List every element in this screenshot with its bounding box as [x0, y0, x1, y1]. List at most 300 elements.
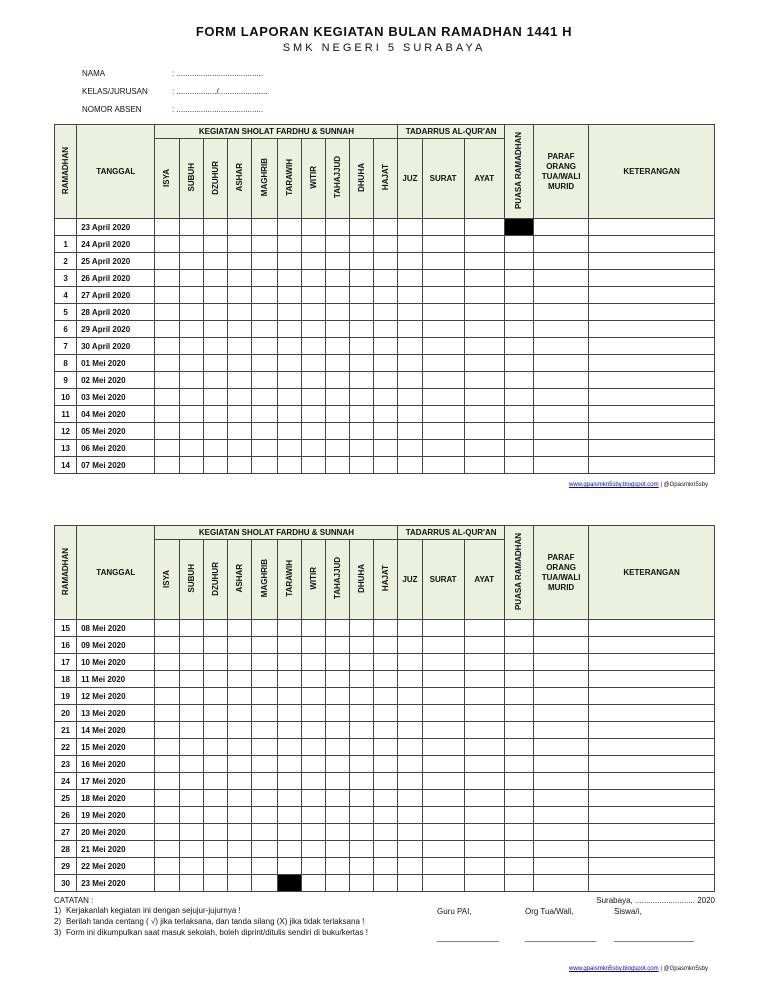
check-cell[interactable] [326, 423, 350, 440]
check-cell[interactable] [155, 671, 179, 688]
check-cell[interactable] [155, 457, 179, 474]
check-cell[interactable] [398, 321, 422, 338]
check-cell[interactable] [302, 790, 326, 807]
check-cell[interactable] [326, 287, 350, 304]
check-cell[interactable] [251, 389, 277, 406]
check-cell[interactable] [422, 824, 464, 841]
check-cell[interactable] [422, 287, 464, 304]
check-cell[interactable] [398, 671, 422, 688]
check-cell[interactable] [326, 321, 350, 338]
check-cell[interactable] [350, 756, 374, 773]
check-cell[interactable] [464, 654, 504, 671]
check-cell[interactable] [374, 790, 398, 807]
check-cell[interactable] [179, 287, 203, 304]
check-cell[interactable] [277, 807, 301, 824]
check-cell[interactable] [504, 671, 533, 688]
check-cell[interactable] [326, 841, 350, 858]
check-cell[interactable] [179, 253, 203, 270]
check-cell[interactable] [504, 858, 533, 875]
check-cell[interactable] [422, 389, 464, 406]
check-cell[interactable] [589, 440, 715, 457]
blog-link[interactable]: www.gpaismkn5sby.blogspot.com [569, 966, 659, 972]
check-cell[interactable] [179, 236, 203, 253]
check-cell[interactable] [179, 304, 203, 321]
check-cell[interactable] [227, 270, 251, 287]
check-cell[interactable] [533, 790, 588, 807]
check-cell[interactable] [422, 270, 464, 287]
check-cell[interactable] [326, 705, 350, 722]
check-cell[interactable] [350, 355, 374, 372]
check-cell[interactable] [374, 304, 398, 321]
check-cell[interactable] [374, 270, 398, 287]
check-cell[interactable] [251, 253, 277, 270]
check-cell[interactable] [374, 372, 398, 389]
check-cell[interactable] [179, 355, 203, 372]
check-cell[interactable] [203, 389, 227, 406]
check-cell[interactable] [374, 236, 398, 253]
check-cell[interactable] [179, 688, 203, 705]
check-cell[interactable] [464, 671, 504, 688]
check-cell[interactable] [179, 841, 203, 858]
check-cell[interactable] [155, 654, 179, 671]
check-cell[interactable] [533, 287, 588, 304]
check-cell[interactable] [422, 372, 464, 389]
check-cell[interactable] [504, 372, 533, 389]
check-cell[interactable] [326, 722, 350, 739]
check-cell[interactable] [277, 304, 301, 321]
check-cell[interactable] [350, 824, 374, 841]
check-cell[interactable] [277, 824, 301, 841]
check-cell[interactable] [227, 236, 251, 253]
check-cell[interactable] [398, 253, 422, 270]
check-cell[interactable] [374, 620, 398, 637]
check-cell[interactable] [504, 270, 533, 287]
check-cell[interactable] [251, 875, 277, 892]
check-cell[interactable] [589, 253, 715, 270]
check-cell[interactable] [533, 858, 588, 875]
check-cell[interactable] [374, 321, 398, 338]
check-cell[interactable] [422, 841, 464, 858]
check-cell[interactable] [251, 620, 277, 637]
check-cell[interactable] [398, 304, 422, 321]
check-cell[interactable] [422, 654, 464, 671]
check-cell[interactable] [326, 620, 350, 637]
check-cell[interactable] [155, 372, 179, 389]
check-cell[interactable] [277, 253, 301, 270]
check-cell[interactable] [227, 807, 251, 824]
check-cell[interactable] [398, 875, 422, 892]
check-cell[interactable] [374, 253, 398, 270]
check-cell[interactable] [464, 739, 504, 756]
check-cell[interactable] [589, 457, 715, 474]
check-cell[interactable] [398, 287, 422, 304]
check-cell[interactable] [464, 219, 504, 236]
check-cell[interactable] [533, 423, 588, 440]
check-cell[interactable] [326, 858, 350, 875]
check-cell[interactable] [251, 304, 277, 321]
check-cell[interactable] [374, 423, 398, 440]
check-cell[interactable] [398, 824, 422, 841]
check-cell[interactable] [464, 705, 504, 722]
check-cell[interactable] [277, 338, 301, 355]
check-cell[interactable] [504, 287, 533, 304]
check-cell[interactable] [302, 654, 326, 671]
check-cell[interactable] [350, 406, 374, 423]
check-cell[interactable] [504, 423, 533, 440]
check-cell[interactable] [155, 236, 179, 253]
check-cell[interactable] [251, 270, 277, 287]
check-cell[interactable] [227, 688, 251, 705]
check-cell[interactable] [589, 705, 715, 722]
check-cell[interactable] [533, 688, 588, 705]
check-cell[interactable] [203, 841, 227, 858]
check-cell[interactable] [277, 671, 301, 688]
check-cell[interactable] [464, 858, 504, 875]
check-cell[interactable] [504, 338, 533, 355]
check-cell[interactable] [398, 270, 422, 287]
check-cell[interactable] [203, 287, 227, 304]
check-cell[interactable] [422, 406, 464, 423]
check-cell[interactable] [464, 304, 504, 321]
check-cell[interactable] [179, 372, 203, 389]
check-cell[interactable] [350, 236, 374, 253]
check-cell[interactable] [277, 637, 301, 654]
check-cell[interactable] [533, 875, 588, 892]
check-cell[interactable] [227, 739, 251, 756]
info-value[interactable]: : ................../...................... [172, 87, 268, 96]
check-cell[interactable] [155, 841, 179, 858]
check-cell[interactable] [422, 236, 464, 253]
check-cell[interactable] [155, 304, 179, 321]
check-cell[interactable] [464, 824, 504, 841]
check-cell[interactable] [227, 875, 251, 892]
check-cell[interactable] [326, 807, 350, 824]
check-cell[interactable] [589, 620, 715, 637]
check-cell[interactable] [398, 773, 422, 790]
check-cell[interactable] [251, 807, 277, 824]
check-cell[interactable] [398, 236, 422, 253]
check-cell[interactable] [155, 688, 179, 705]
check-cell[interactable] [155, 739, 179, 756]
check-cell[interactable] [422, 807, 464, 824]
check-cell[interactable] [398, 389, 422, 406]
check-cell[interactable] [398, 637, 422, 654]
check-cell[interactable] [179, 637, 203, 654]
check-cell[interactable] [504, 705, 533, 722]
check-cell[interactable] [589, 372, 715, 389]
check-cell[interactable] [326, 671, 350, 688]
check-cell[interactable] [251, 457, 277, 474]
check-cell[interactable] [350, 270, 374, 287]
check-cell[interactable] [302, 671, 326, 688]
check-cell[interactable] [251, 338, 277, 355]
check-cell[interactable] [589, 219, 715, 236]
check-cell[interactable] [155, 722, 179, 739]
check-cell[interactable] [374, 287, 398, 304]
check-cell[interactable] [155, 270, 179, 287]
check-cell[interactable] [179, 705, 203, 722]
check-cell[interactable] [464, 756, 504, 773]
check-cell[interactable] [398, 841, 422, 858]
check-cell[interactable] [179, 722, 203, 739]
check-cell[interactable] [464, 773, 504, 790]
check-cell[interactable] [227, 773, 251, 790]
check-cell[interactable] [203, 790, 227, 807]
check-cell[interactable] [227, 756, 251, 773]
check-cell[interactable] [203, 423, 227, 440]
check-cell[interactable] [589, 389, 715, 406]
check-cell[interactable] [350, 637, 374, 654]
check-cell[interactable] [533, 270, 588, 287]
check-cell[interactable] [398, 858, 422, 875]
check-cell[interactable] [302, 287, 326, 304]
check-cell[interactable] [350, 688, 374, 705]
check-cell[interactable] [374, 219, 398, 236]
check-cell[interactable] [350, 338, 374, 355]
check-cell[interactable] [350, 372, 374, 389]
check-cell[interactable] [350, 253, 374, 270]
check-cell[interactable] [350, 722, 374, 739]
check-cell[interactable] [589, 773, 715, 790]
check-cell[interactable] [464, 620, 504, 637]
check-cell[interactable] [589, 270, 715, 287]
check-cell[interactable] [533, 722, 588, 739]
check-cell[interactable] [302, 372, 326, 389]
check-cell[interactable] [326, 824, 350, 841]
check-cell[interactable] [374, 705, 398, 722]
check-cell[interactable] [422, 304, 464, 321]
check-cell[interactable] [326, 406, 350, 423]
info-value[interactable]: : ....................................... [172, 69, 264, 78]
check-cell[interactable] [179, 654, 203, 671]
check-cell[interactable] [302, 389, 326, 406]
check-cell[interactable] [326, 389, 350, 406]
check-cell[interactable] [374, 875, 398, 892]
check-cell[interactable] [302, 858, 326, 875]
check-cell[interactable] [374, 841, 398, 858]
check-cell[interactable] [589, 671, 715, 688]
check-cell[interactable] [504, 253, 533, 270]
check-cell[interactable] [326, 739, 350, 756]
check-cell[interactable] [504, 440, 533, 457]
check-cell[interactable] [179, 338, 203, 355]
check-cell[interactable] [155, 338, 179, 355]
check-cell[interactable] [374, 457, 398, 474]
check-cell[interactable] [251, 671, 277, 688]
check-cell[interactable] [326, 338, 350, 355]
check-cell[interactable] [504, 739, 533, 756]
check-cell[interactable] [227, 287, 251, 304]
check-cell[interactable] [350, 739, 374, 756]
check-cell[interactable] [350, 219, 374, 236]
check-cell[interactable] [155, 253, 179, 270]
check-cell[interactable] [398, 423, 422, 440]
check-cell[interactable] [203, 654, 227, 671]
check-cell[interactable] [533, 457, 588, 474]
check-cell[interactable] [277, 654, 301, 671]
check-cell[interactable] [179, 790, 203, 807]
check-cell[interactable] [398, 338, 422, 355]
check-cell[interactable] [504, 756, 533, 773]
check-cell[interactable] [277, 423, 301, 440]
check-cell[interactable] [179, 389, 203, 406]
check-cell[interactable] [227, 722, 251, 739]
check-cell[interactable] [326, 355, 350, 372]
check-cell[interactable] [374, 739, 398, 756]
check-cell[interactable] [326, 219, 350, 236]
check-cell[interactable] [326, 440, 350, 457]
check-cell[interactable] [464, 389, 504, 406]
check-cell[interactable] [227, 705, 251, 722]
check-cell[interactable] [589, 858, 715, 875]
check-cell[interactable] [589, 423, 715, 440]
check-cell[interactable] [398, 790, 422, 807]
check-cell[interactable] [277, 236, 301, 253]
check-cell[interactable] [203, 236, 227, 253]
check-cell[interactable] [422, 790, 464, 807]
check-cell[interactable] [422, 338, 464, 355]
check-cell[interactable] [227, 355, 251, 372]
check-cell[interactable] [422, 688, 464, 705]
check-cell[interactable] [422, 219, 464, 236]
check-cell[interactable] [398, 654, 422, 671]
check-cell[interactable] [422, 858, 464, 875]
check-cell[interactable] [533, 773, 588, 790]
check-cell[interactable] [533, 389, 588, 406]
check-cell[interactable] [589, 790, 715, 807]
check-cell[interactable] [179, 406, 203, 423]
check-cell[interactable] [302, 423, 326, 440]
check-cell[interactable] [589, 756, 715, 773]
check-cell[interactable] [422, 253, 464, 270]
check-cell[interactable] [251, 406, 277, 423]
check-cell[interactable] [251, 705, 277, 722]
check-cell[interactable] [203, 688, 227, 705]
check-cell[interactable] [302, 457, 326, 474]
check-cell[interactable] [350, 620, 374, 637]
check-cell[interactable] [179, 620, 203, 637]
check-cell[interactable] [251, 321, 277, 338]
check-cell[interactable] [203, 858, 227, 875]
check-cell[interactable] [326, 875, 350, 892]
check-cell[interactable] [277, 287, 301, 304]
check-cell[interactable] [326, 790, 350, 807]
check-cell[interactable] [504, 457, 533, 474]
check-cell[interactable] [464, 287, 504, 304]
check-cell[interactable] [326, 236, 350, 253]
check-cell[interactable] [374, 440, 398, 457]
check-cell[interactable] [203, 321, 227, 338]
check-cell[interactable] [251, 236, 277, 253]
check-cell[interactable] [179, 756, 203, 773]
check-cell[interactable] [277, 756, 301, 773]
check-cell[interactable] [155, 807, 179, 824]
check-cell[interactable] [464, 875, 504, 892]
check-cell[interactable] [504, 236, 533, 253]
check-cell[interactable] [227, 457, 251, 474]
check-cell[interactable] [422, 756, 464, 773]
check-cell[interactable] [533, 219, 588, 236]
check-cell[interactable] [251, 773, 277, 790]
check-cell[interactable] [589, 654, 715, 671]
check-cell[interactable] [302, 807, 326, 824]
check-cell[interactable] [155, 790, 179, 807]
check-cell[interactable] [251, 739, 277, 756]
check-cell[interactable] [203, 338, 227, 355]
check-cell[interactable] [203, 372, 227, 389]
check-cell[interactable] [326, 372, 350, 389]
check-cell[interactable] [398, 620, 422, 637]
check-cell[interactable] [302, 440, 326, 457]
check-cell[interactable] [302, 705, 326, 722]
check-cell[interactable] [179, 858, 203, 875]
check-cell[interactable] [589, 287, 715, 304]
check-cell[interactable] [464, 372, 504, 389]
check-cell[interactable] [179, 270, 203, 287]
check-cell[interactable] [179, 671, 203, 688]
check-cell[interactable] [533, 807, 588, 824]
check-cell[interactable] [227, 219, 251, 236]
check-cell[interactable] [533, 236, 588, 253]
check-cell[interactable] [464, 841, 504, 858]
check-cell[interactable] [227, 406, 251, 423]
check-cell[interactable] [464, 790, 504, 807]
check-cell[interactable] [589, 338, 715, 355]
check-cell[interactable] [277, 722, 301, 739]
check-cell[interactable] [155, 219, 179, 236]
check-cell[interactable] [504, 355, 533, 372]
check-cell[interactable] [155, 389, 179, 406]
check-cell[interactable] [203, 722, 227, 739]
check-cell[interactable] [302, 841, 326, 858]
check-cell[interactable] [589, 637, 715, 654]
check-cell[interactable] [277, 389, 301, 406]
check-cell[interactable] [374, 355, 398, 372]
check-cell[interactable] [302, 219, 326, 236]
check-cell[interactable] [251, 722, 277, 739]
check-cell[interactable] [504, 773, 533, 790]
check-cell[interactable] [350, 304, 374, 321]
check-cell[interactable] [302, 875, 326, 892]
check-cell[interactable] [251, 440, 277, 457]
check-cell[interactable] [227, 637, 251, 654]
check-cell[interactable] [350, 321, 374, 338]
check-cell[interactable] [155, 620, 179, 637]
check-cell[interactable] [533, 756, 588, 773]
check-cell[interactable] [464, 253, 504, 270]
check-cell[interactable] [533, 739, 588, 756]
check-cell[interactable] [589, 321, 715, 338]
check-cell[interactable] [203, 756, 227, 773]
check-cell[interactable] [422, 355, 464, 372]
check-cell[interactable] [277, 219, 301, 236]
check-cell[interactable] [374, 688, 398, 705]
check-cell[interactable] [203, 637, 227, 654]
check-cell[interactable] [533, 338, 588, 355]
check-cell[interactable] [422, 321, 464, 338]
signature-guru-line[interactable]: ______________ [437, 933, 500, 942]
check-cell[interactable] [302, 321, 326, 338]
check-cell[interactable] [251, 654, 277, 671]
check-cell[interactable] [464, 338, 504, 355]
check-cell[interactable] [277, 355, 301, 372]
check-cell[interactable] [302, 773, 326, 790]
check-cell[interactable] [203, 219, 227, 236]
check-cell[interactable] [277, 688, 301, 705]
check-cell[interactable] [422, 440, 464, 457]
check-cell[interactable] [179, 773, 203, 790]
check-cell[interactable] [277, 858, 301, 875]
